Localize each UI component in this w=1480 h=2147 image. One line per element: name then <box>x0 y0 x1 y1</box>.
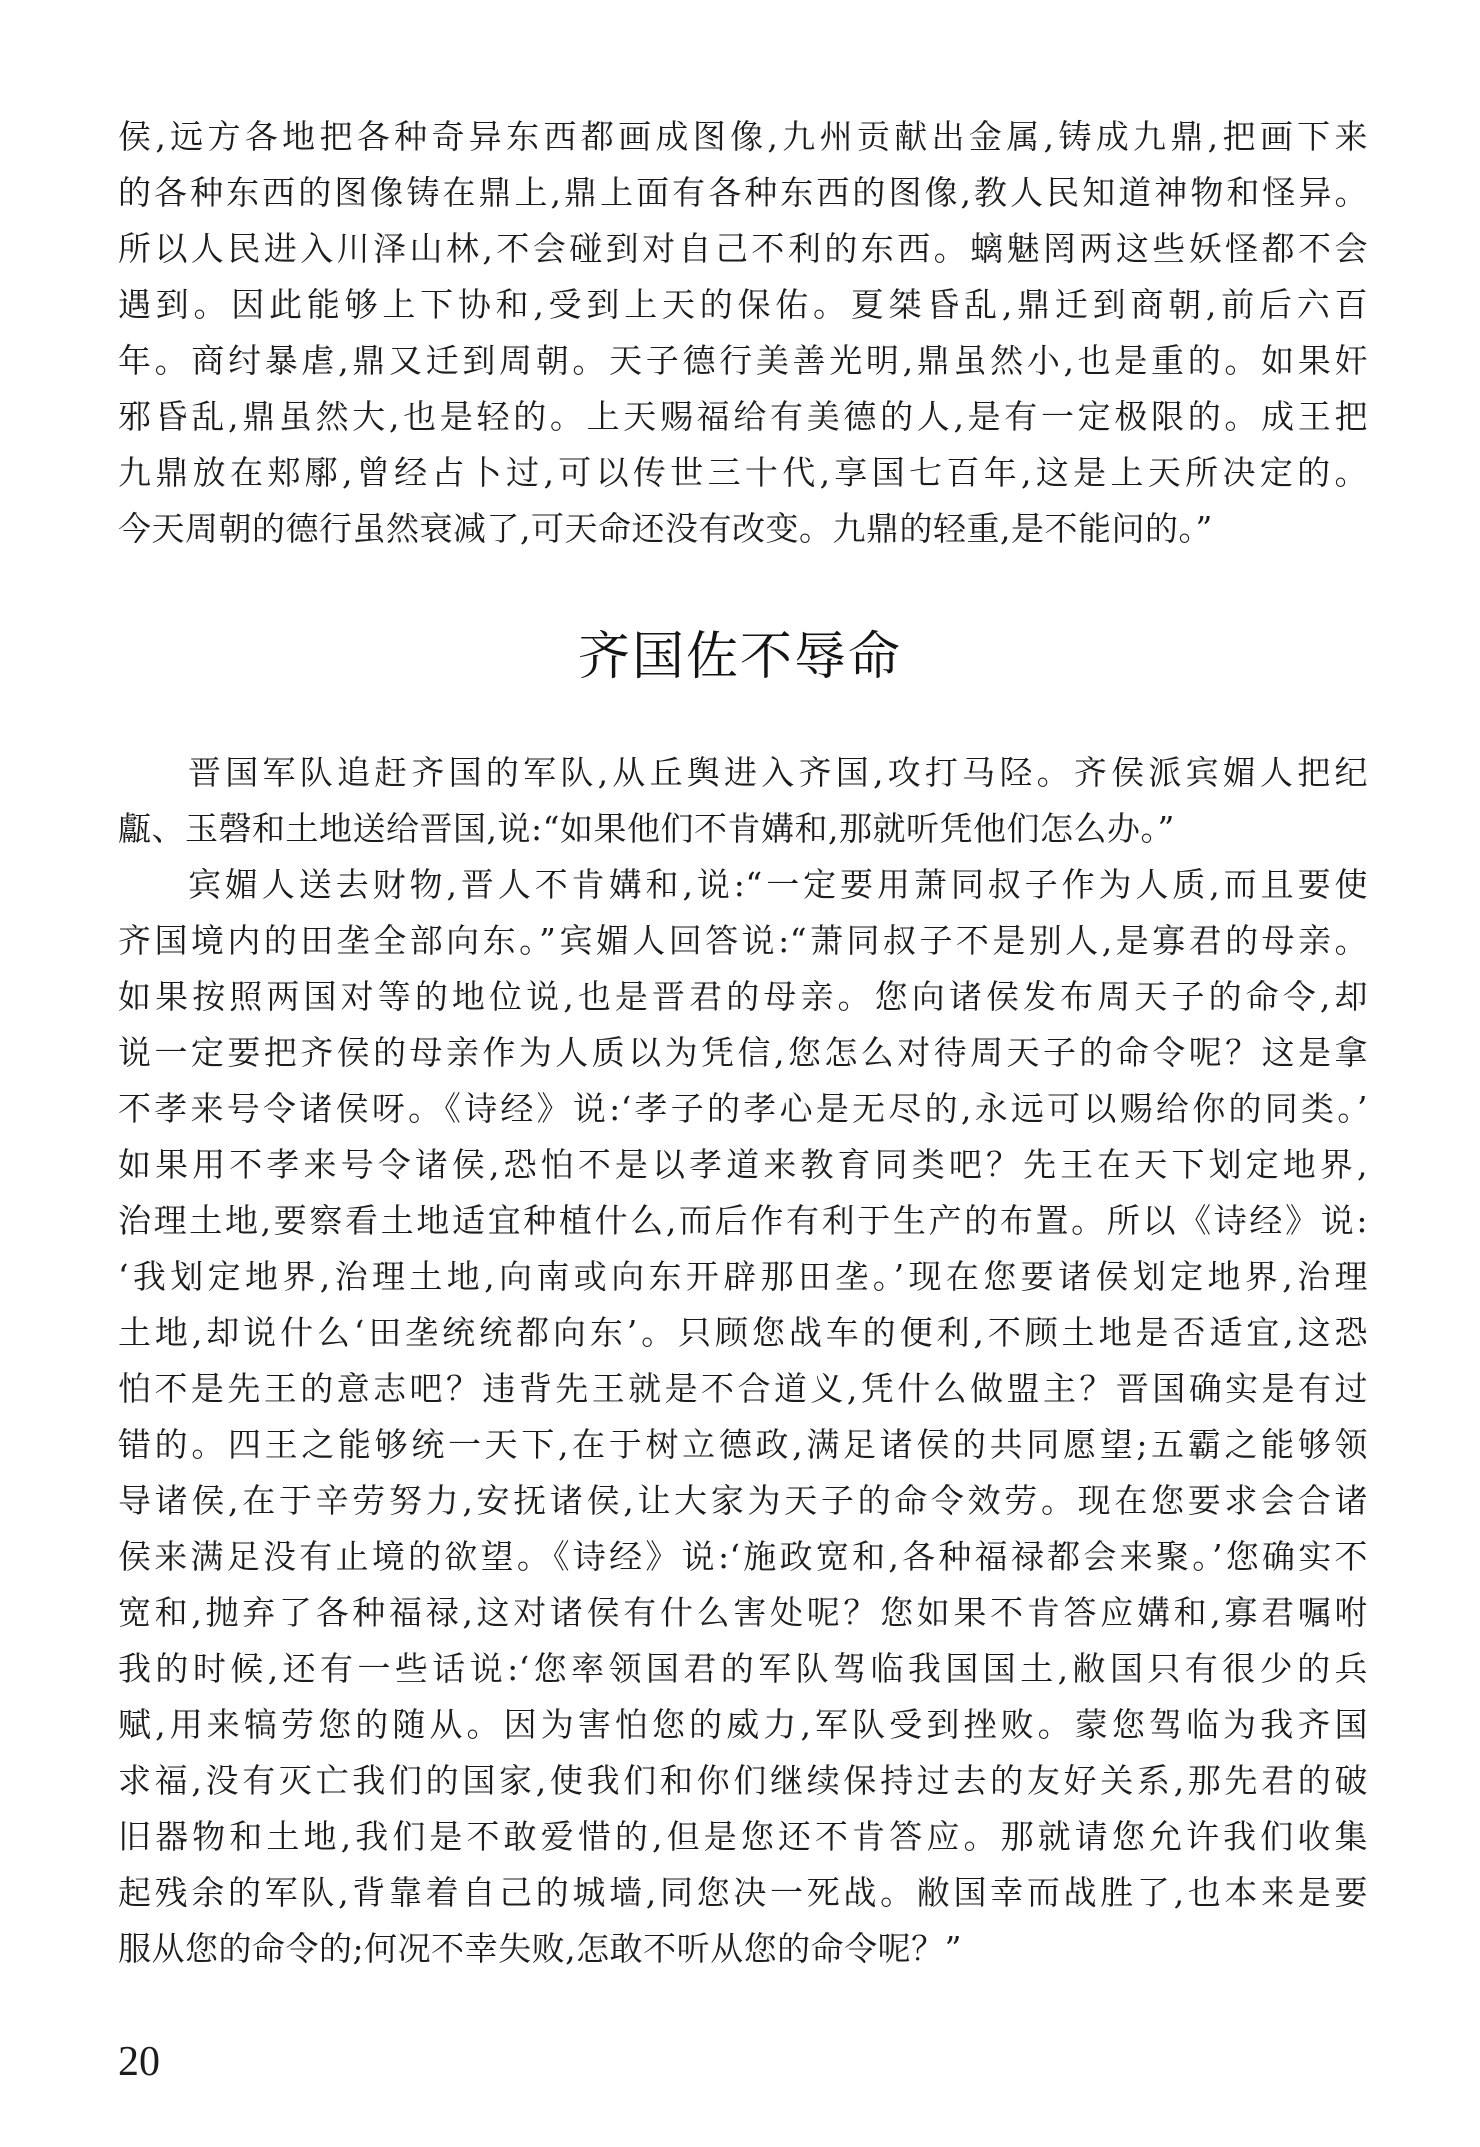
paragraph-first-line: 晋国军队追赶齐国的军队,从丘舆进入齐国,攻打马陉。齐侯派宾媚人把纪 <box>188 753 1368 792</box>
text-line: 导诸侯,在于辛劳努力,安抚诸侯,让大家为天子的命令效劳。现在您要求会合诸 <box>118 1481 1368 1520</box>
text-line: 怕不是先王的意志吧？违背先王就是不合道义,凭什么做盟主？晋国确实是有过 <box>118 1369 1368 1408</box>
text-line: 土地,却说什么‘田垄统统都向东’。只顾您战车的便利,不顾土地是否适宜,这恐 <box>118 1313 1368 1352</box>
text-line: 不孝来号令诸侯呀。《诗经》说:‘孝子的孝心是无尽的,永远可以赐给你的同类。’ <box>118 1089 1368 1128</box>
text-line: 治理土地,要察看土地适宜种植什么,而后作有利于生产的布置。所以《诗经》说: <box>118 1201 1368 1240</box>
paragraph-first-line: 宾媚人送去财物,晋人不肯媾和,说:“一定要用萧同叔子作为人质,而且要使 <box>188 865 1368 904</box>
text-line: 起残余的军队,背靠着自己的城墙,同您决一死战。敝国幸而战胜了,也本来是要 <box>118 1873 1368 1912</box>
text-line: 侯,远方各地把各种奇异东西都画成图像,九州贡献出金属,铸成九鼎,把画下来 <box>118 117 1368 156</box>
text-line: 所以人民进入川泽山林,不会碰到对自己不利的东西。螭魅罔两这些妖怪都不会 <box>118 229 1368 268</box>
text-line: 九鼎放在郏鄏,曾经占卜过,可以传世三十代,享国七百年,这是上天所决定的。 <box>118 453 1368 492</box>
text-line: 如果用不孝来号令诸侯,恐怕不是以孝道来教育同类吧？先王在天下划定地界, <box>118 1145 1368 1184</box>
text-line: 说一定要把齐侯的母亲作为人质以为凭信,您怎么对待周天子的命令呢？这是拿 <box>118 1033 1368 1072</box>
text-line: 如果按照两国对等的地位说,也是晋君的母亲。您向诸侯发布周天子的命令,却 <box>118 977 1368 1016</box>
section-title: 齐国佐不辱命 <box>577 627 902 687</box>
text-line: 赋,用来犒劳您的随从。因为害怕您的威力,军队受到挫败。蒙您驾临为我齐国 <box>118 1705 1368 1744</box>
text-line: 今天周朝的德行虽然衰减了,可天命还没有改变。九鼎的轻重,是不能问的。” <box>118 509 1213 548</box>
text-line: 甗、玉磬和土地送给晋国,说:“如果他们不肯媾和,那就听凭他们怎么办。” <box>118 809 1175 848</box>
text-line: 遇到。因此能够上下协和,受到上天的保佑。夏桀昏乱,鼎迁到商朝,前后六百 <box>118 285 1368 324</box>
text-line: 旧器物和土地,我们是不敢爱惜的,但是您还不肯答应。那就请您允许我们收集 <box>118 1817 1368 1856</box>
text-line: 我的时候,还有一些话说:‘您率领国君的军队驾临我国国土,敝国只有很少的兵 <box>118 1649 1368 1688</box>
text-line: ‘我划定地界,治理土地,向南或向东开辟那田垄。’现在您要诸侯划定地界,治理 <box>118 1257 1368 1296</box>
text-line: 邪昏乱,鼎虽然大,也是轻的。上天赐福给有美德的人,是有一定极限的。成王把 <box>118 397 1368 436</box>
page-number: 20 <box>118 2039 160 2085</box>
text-line: 侯来满足没有止境的欲望。《诗经》说:‘施政宽和,各种福禄都会来聚。’您确实不 <box>118 1537 1368 1576</box>
text-line: 错的。四王之能够统一天下,在于树立德政,满足诸侯的共同愿望;五霸之能够领 <box>118 1425 1368 1464</box>
text-line: 齐国境内的田垄全部向东。”宾媚人回答说:“萧同叔子不是别人,是寡君的母亲。 <box>118 921 1368 960</box>
text-line: 服从您的命令的;何况不幸失败,怎敢不听从您的命令呢？” <box>118 1929 962 1968</box>
text-line: 的各种东西的图像铸在鼎上,鼎上面有各种东西的图像,教人民知道神物和怪异。 <box>118 173 1368 212</box>
text-line: 宽和,抛弃了各种福禄,这对诸侯有什么害处呢？您如果不肯答应媾和,寡君嘱咐 <box>118 1593 1368 1632</box>
text-line: 求福,没有灭亡我们的国家,使我们和你们继续保持过去的友好关系,那先君的破 <box>118 1761 1368 1800</box>
text-line: 年。商纣暴虐,鼎又迁到周朝。天子德行美善光明,鼎虽然小,也是重的。如果奸 <box>118 341 1368 380</box>
